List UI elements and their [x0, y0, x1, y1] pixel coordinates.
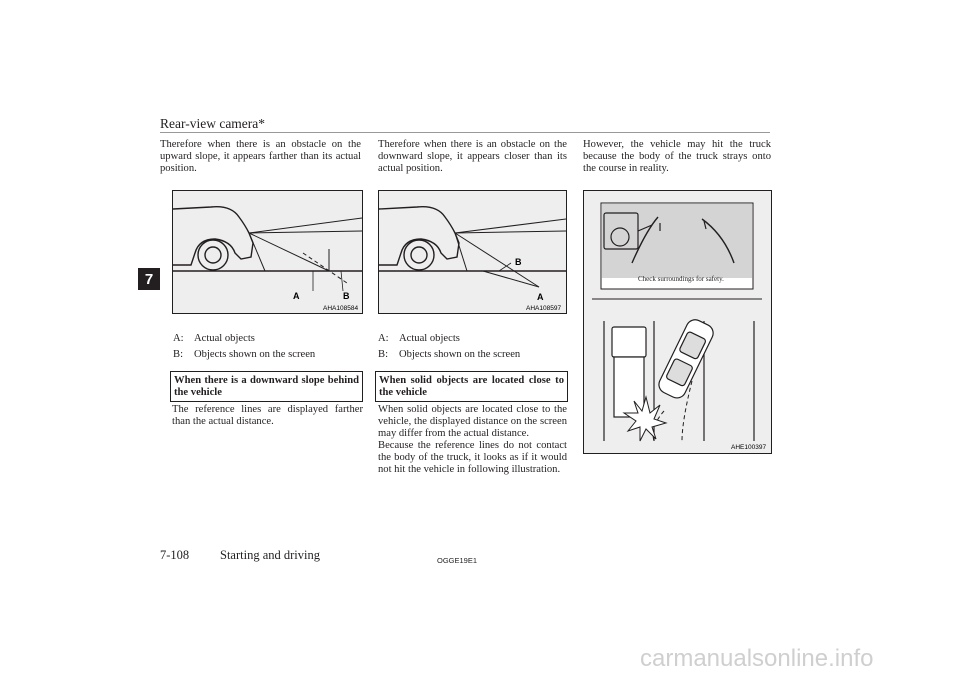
legend-key: B: — [173, 349, 184, 360]
middle-figure-label-b: B — [515, 257, 522, 267]
middle-legend — [378, 333, 568, 360]
middle-body-paragraph-1: When solid objects are located close to the vehicle, the displayed distance on the screen may differ from the actual distance. — [378, 404, 567, 440]
middle-figure-label-a: A — [537, 292, 544, 302]
left-legend — [173, 333, 363, 360]
left-figure-label-a: A — [293, 291, 300, 301]
middle-figure-downward-slope — [378, 190, 567, 314]
legend-text: Actual objects — [194, 333, 255, 344]
right-figure-id: AHE100397 — [731, 444, 767, 451]
legend-row-a — [378, 333, 568, 344]
legend-row-b — [378, 349, 568, 360]
footer-section-title: Starting and driving — [220, 548, 320, 562]
legend-key: A: — [173, 333, 184, 344]
footer-page-number: 7-108 — [160, 548, 190, 562]
chapter-tab: 7 — [138, 268, 160, 290]
middle-section-heading: When solid objects are located close to the vehicle — [375, 371, 568, 402]
legend-row-a — [173, 333, 363, 344]
right-intro-paragraph: However, the vehicle may hit the truck because the body of the truck strays onto the course in reality. — [583, 139, 771, 175]
legend-text: Objects shown on the screen — [399, 349, 521, 360]
left-intro-paragraph: Therefore when there is an obstacle on the upward slope, it appears farther than its actual position. — [160, 139, 361, 175]
legend-key: A: — [378, 333, 389, 344]
middle-intro-paragraph: Therefore when there is an obstacle on the downward slope, it appears closer than its actual position. — [378, 139, 567, 175]
watermark[interactable]: carmanualsonline.info — [640, 645, 874, 672]
legend-row-b — [173, 349, 363, 360]
middle-body-paragraph-2: Because the reference lines do not contact the body of the truck, it looks as if it would not hit the vehicle in following illustration. — [378, 440, 567, 476]
header-rule — [160, 132, 770, 133]
left-figure-upward-slope — [172, 190, 363, 314]
left-figure-id: AHA108584 — [323, 305, 359, 312]
footer-document-code: OGGE19E1 — [437, 556, 478, 565]
left-section-heading: When there is a downward slope behind the vehicle — [170, 371, 363, 402]
screen-warning-message: Check surroundings for safety. — [638, 275, 724, 283]
running-header-title: Rear-view camera* — [160, 116, 266, 131]
right-figure-truck-collision — [583, 190, 772, 454]
legend-text: Actual objects — [399, 333, 460, 344]
legend-text: Objects shown on the screen — [194, 349, 316, 360]
left-body-paragraph: The reference lines are displayed farther than the actual distance. — [172, 404, 363, 428]
middle-figure-id: AHA108597 — [526, 305, 562, 312]
legend-key: B: — [378, 349, 389, 360]
left-figure-label-b: B — [343, 291, 350, 301]
